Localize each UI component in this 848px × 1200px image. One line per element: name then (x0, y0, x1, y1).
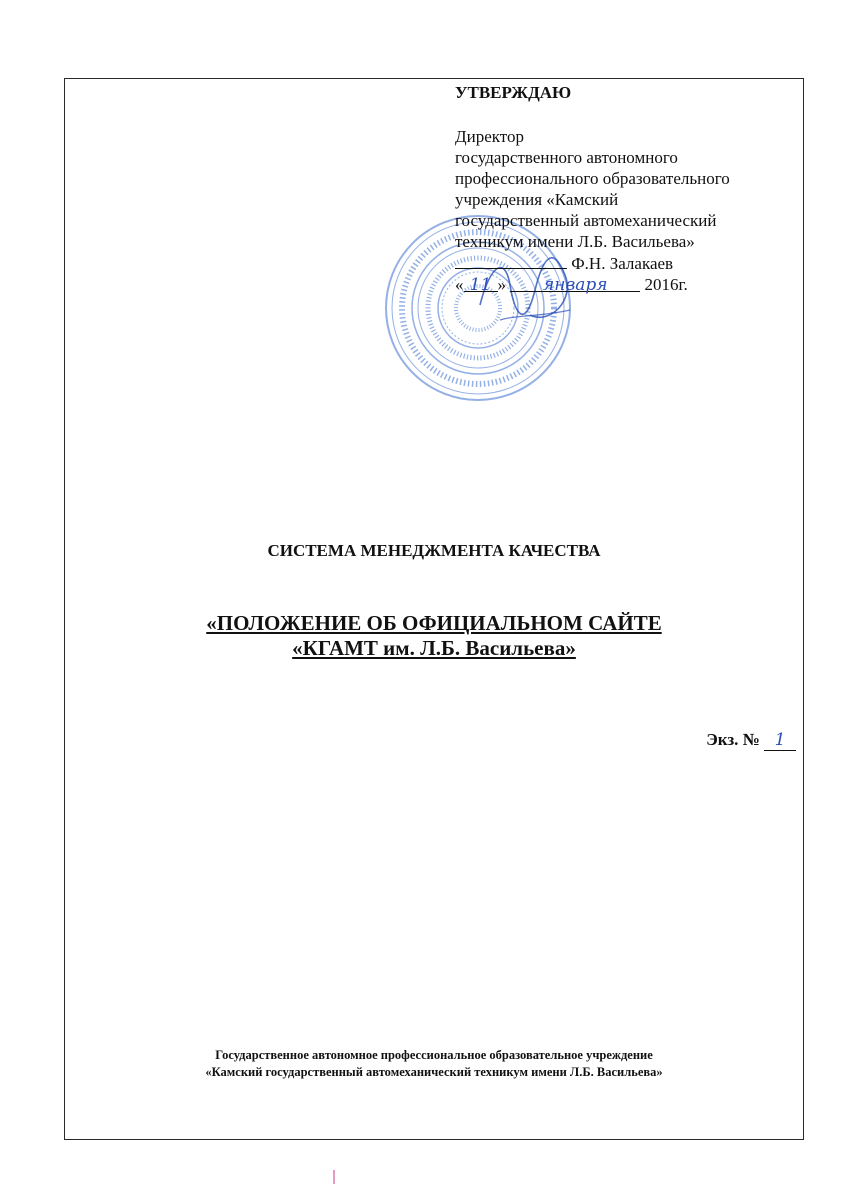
document-title-line2: «КГАМТ им. Л.Б. Васильева» (292, 636, 576, 660)
copy-number (706, 730, 796, 751)
document-title (64, 611, 804, 661)
approval-position-line: государственный автомеханический (455, 211, 717, 230)
approval-position-line: профессионального образовательного (455, 169, 730, 188)
copy-label: Экз. № (706, 730, 760, 749)
date-close-quote: » (497, 275, 506, 294)
approval-position-line: государственного автономного (455, 148, 678, 167)
footer-institution (64, 1047, 804, 1081)
system-title: СИСТЕМА МЕНЕДЖМЕНТА КАЧЕСТВА (267, 541, 601, 560)
approval-block (455, 82, 795, 295)
signatory-name: Ф.Н. Залакаев (571, 254, 674, 273)
document-title-line1: «ПОЛОЖЕНИЕ ОБ ОФИЦИАЛЬНОМ САЙТЕ (206, 611, 662, 635)
footer-line2: «Камский государственный автомеханический техникум имени Л.Б. Васильева» (205, 1065, 663, 1079)
date-year: 2016г. (644, 275, 688, 294)
date-day: 11 (464, 275, 498, 292)
approval-position-line: Директор (455, 127, 524, 146)
footer-line1: Государственное автономное профессиональное образовательное учреждение (215, 1048, 653, 1062)
approval-position-line: техникум имени Л.Б. Васильева» (455, 232, 695, 251)
date-month: января (510, 275, 640, 292)
approval-date-line (455, 274, 795, 295)
signature-line (455, 252, 795, 274)
approval-position-line: учреждения «Камский (455, 190, 619, 209)
approval-heading: УТВЕРЖДАЮ (455, 83, 572, 102)
edge-mark (333, 1170, 335, 1184)
date-open-quote: « (455, 275, 464, 294)
signature-blank (455, 252, 567, 269)
copy-number-value: 1 (764, 730, 796, 751)
